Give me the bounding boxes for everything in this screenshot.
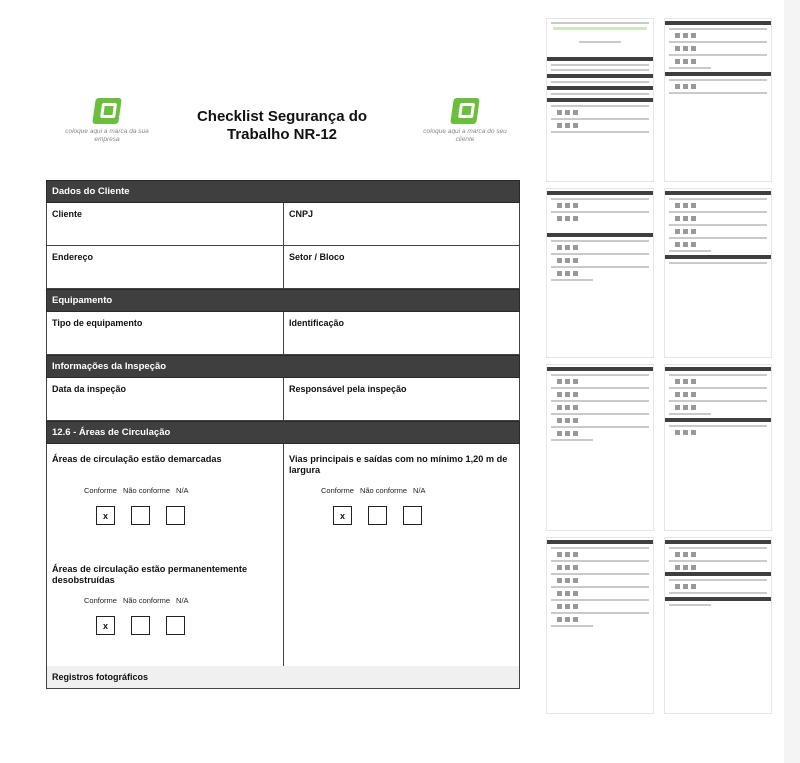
page-thumbnail[interactable] bbox=[546, 364, 654, 531]
page-thumbnail[interactable] bbox=[546, 188, 654, 358]
checkbox-nao-conforme[interactable] bbox=[368, 506, 387, 525]
page-thumbnail[interactable] bbox=[664, 364, 772, 531]
scrollbar[interactable] bbox=[784, 0, 800, 763]
checkbox-conforme[interactable]: x bbox=[96, 506, 115, 525]
logo-icon bbox=[92, 98, 122, 124]
field-endereco[interactable]: Endereço bbox=[52, 252, 94, 262]
section-inspection: Informações da Inspeção bbox=[46, 355, 520, 378]
question-text: Vias principais e saídas com no mínimo 1,20 m de largura bbox=[289, 454, 508, 475]
option-conforme-label: Conforme bbox=[84, 486, 117, 495]
thumbnail-column-left bbox=[546, 18, 654, 720]
section-equipment: Equipamento bbox=[46, 289, 520, 312]
client-row bbox=[46, 203, 520, 246]
question-row bbox=[46, 444, 520, 562]
address-row bbox=[46, 246, 520, 289]
checkbox-na[interactable] bbox=[166, 506, 185, 525]
answer-options bbox=[84, 596, 278, 635]
question-empty bbox=[283, 562, 519, 666]
client-logo bbox=[420, 98, 510, 144]
company-logo-caption: coloque aqui a marca da sua empresa bbox=[65, 128, 149, 143]
answer-options bbox=[321, 486, 514, 525]
page-thumbnail[interactable] bbox=[664, 188, 772, 358]
field-tipo[interactable]: Tipo de equipamento bbox=[52, 318, 143, 328]
checkbox-na[interactable] bbox=[166, 616, 185, 635]
checkbox-nao-conforme[interactable] bbox=[131, 616, 150, 635]
field-identificacao[interactable]: Identificação bbox=[283, 312, 519, 354]
inspection-row bbox=[46, 378, 520, 421]
company-logo bbox=[62, 98, 152, 144]
option-conforme-label: Conforme bbox=[321, 486, 354, 495]
field-responsavel[interactable]: Responsável pela inspeção bbox=[283, 378, 519, 420]
photo-records[interactable]: Registros fotográficos bbox=[46, 666, 520, 689]
option-na-label: N/A bbox=[176, 596, 189, 605]
page-thumbnail[interactable] bbox=[546, 18, 654, 182]
field-data[interactable]: Data da inspeção bbox=[52, 384, 127, 394]
checkbox-na[interactable] bbox=[403, 506, 422, 525]
logo-icon bbox=[450, 98, 480, 124]
field-setor[interactable]: Setor / Bloco bbox=[283, 246, 519, 288]
question-q1 bbox=[47, 444, 283, 562]
option-na-label: N/A bbox=[176, 486, 189, 495]
answer-options bbox=[84, 486, 278, 525]
thumbnail-column-right bbox=[664, 18, 772, 720]
section-client: Dados do Cliente bbox=[46, 180, 520, 203]
field-cliente[interactable]: Cliente bbox=[52, 209, 83, 219]
question-row bbox=[46, 562, 520, 666]
field-cnpj[interactable]: CNPJ bbox=[283, 203, 519, 245]
checkbox-conforme[interactable]: x bbox=[96, 616, 115, 635]
option-conforme-label: Conforme bbox=[84, 596, 117, 605]
page-thumbnail[interactable] bbox=[664, 537, 772, 714]
client-logo-caption: coloque aqui a marca do seu cliente bbox=[423, 128, 507, 143]
document-title: Checklist Segurança do Trabalho NR-12 bbox=[196, 108, 368, 143]
question-text: Áreas de circulação estão demarcadas bbox=[52, 454, 222, 464]
question-q3 bbox=[47, 562, 283, 666]
checkbox-nao-conforme[interactable] bbox=[131, 506, 150, 525]
option-nao-conforme-label: Não conforme bbox=[122, 486, 171, 495]
page-thumbnail[interactable] bbox=[664, 18, 772, 182]
checklist-document bbox=[46, 88, 520, 689]
checkbox-conforme[interactable]: x bbox=[333, 506, 352, 525]
section-circulation: 12.6 - Áreas de Circulação bbox=[46, 421, 520, 444]
document-header bbox=[46, 88, 520, 180]
option-nao-conforme-label: Não conforme bbox=[122, 596, 171, 605]
question-q2 bbox=[283, 444, 519, 562]
question-text: Áreas de circulação estão permanentemente desobstruídas bbox=[52, 564, 248, 585]
option-na-label: N/A bbox=[413, 486, 426, 495]
equipment-row bbox=[46, 312, 520, 355]
option-nao-conforme-label: Não conforme bbox=[359, 486, 408, 495]
page-thumbnail[interactable] bbox=[546, 537, 654, 714]
